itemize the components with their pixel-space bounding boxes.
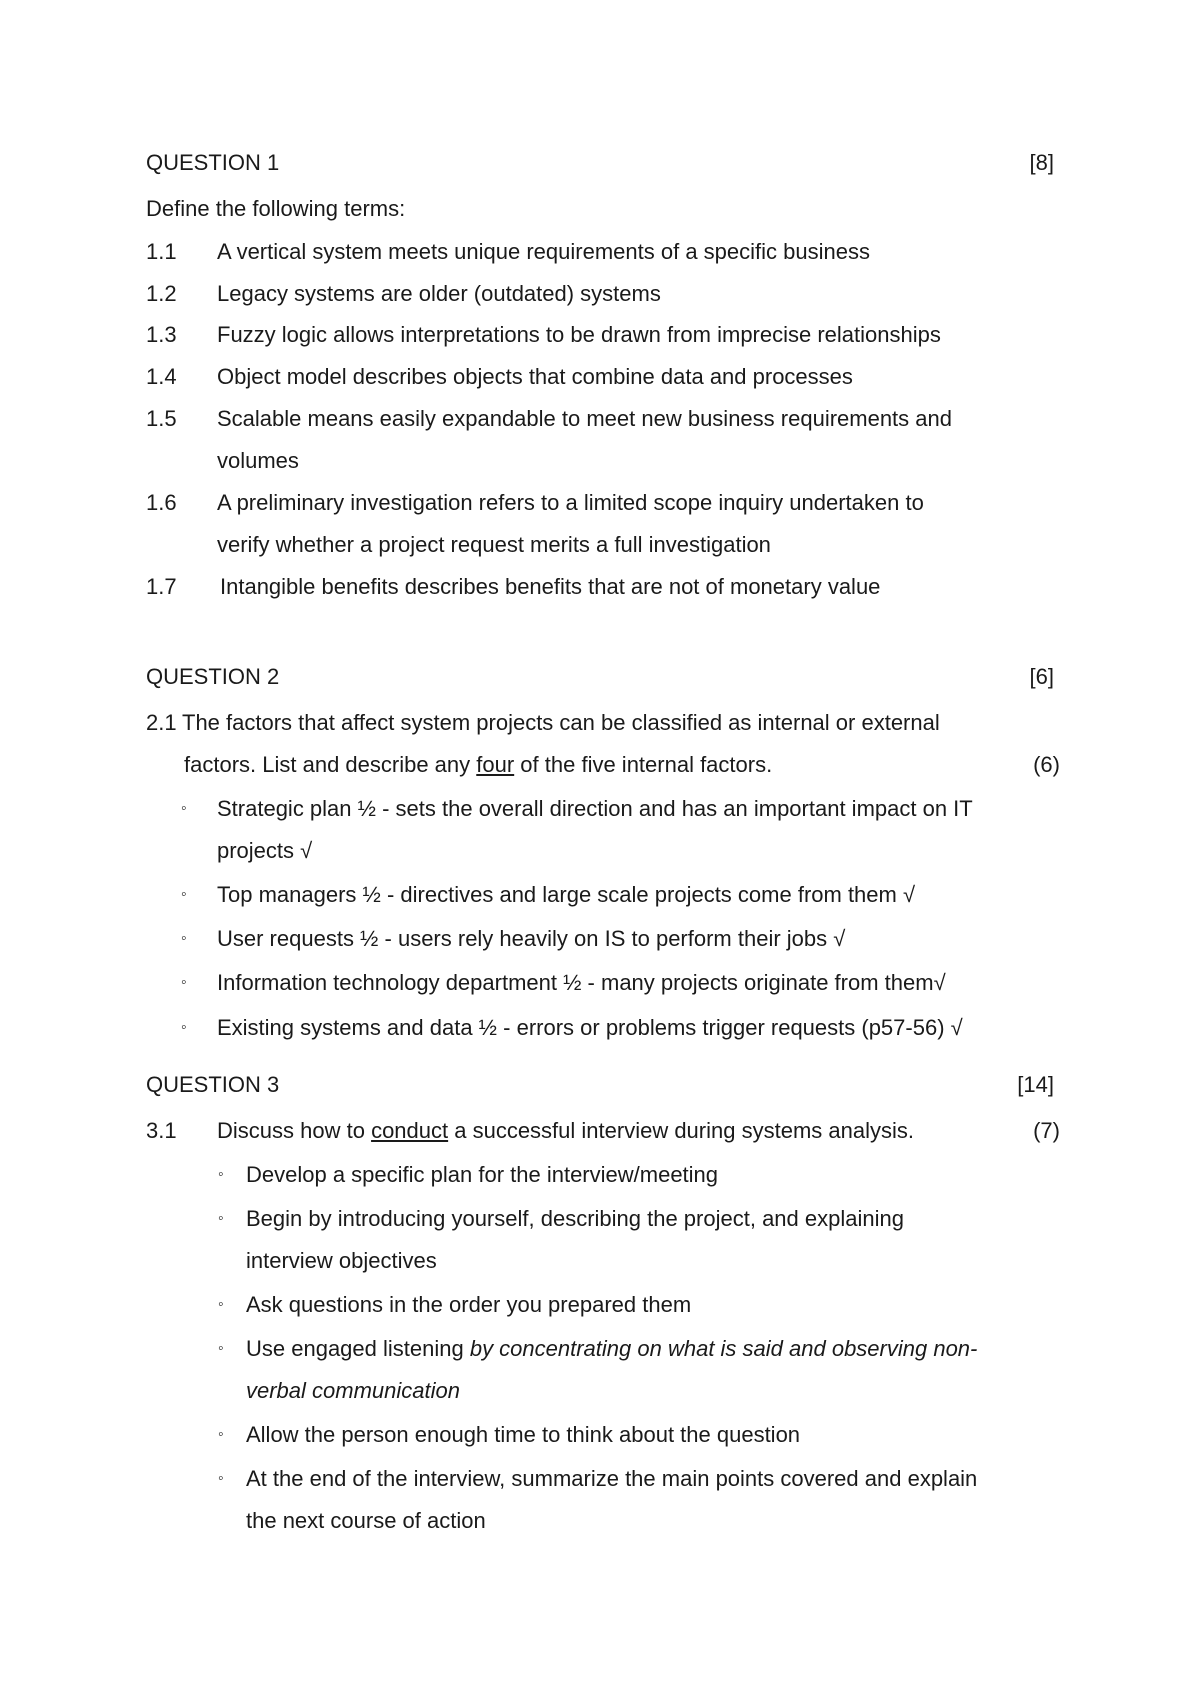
q1-item-num: 1.2 <box>146 281 177 306</box>
q1-item-text: Object model describes objects that combine data and processes <box>217 364 853 389</box>
bullet-icon: ◦ <box>218 1166 224 1183</box>
q2-sub-question-cont: factors. List and describe any four of the five internal factors. <box>184 752 773 777</box>
q2-marks: [6] <box>1029 664 1054 689</box>
q3-sub-marks: (7) <box>1033 1118 1060 1143</box>
bullet-icon: ◦ <box>218 1296 224 1313</box>
q1-item-num: 1.4 <box>146 364 177 389</box>
bullet-icon: ◦ <box>218 1426 224 1443</box>
bullet-icon: ◦ <box>181 800 187 817</box>
q1-item-text-cont: volumes <box>217 448 299 473</box>
q3-bullet-text: Develop a specific plan for the interview/meeting <box>246 1162 719 1187</box>
q1-item-text: A vertical system meets unique requirements of a specific business <box>217 239 870 264</box>
q1-title: QUESTION 1 <box>146 150 280 175</box>
q3-bullet-text: Allow the person enough time to think about the question <box>246 1422 801 1447</box>
q1-item-text: Legacy systems are older (outdated) systems <box>217 281 661 306</box>
q2-sub-num: 2.1 <box>146 710 177 735</box>
bullet-icon: ◦ <box>181 886 187 903</box>
q1-item-text-cont: verify whether a project request merits a full investigation <box>217 532 771 557</box>
q1-item-text: Fuzzy logic allows interpretations to be drawn from imprecise relationships <box>217 322 941 347</box>
bullet-icon: ◦ <box>181 1019 187 1036</box>
q1-item-num: 1.6 <box>146 490 177 515</box>
q1-item-text: Intangible benefits describes benefits that are not of monetary value <box>220 574 881 599</box>
q2-title: QUESTION 2 <box>146 664 280 689</box>
q1-intro: Define the following terms: <box>146 196 406 221</box>
q3-bullet-text-cont: verbal communication <box>246 1378 460 1403</box>
bullet-icon: ◦ <box>218 1210 224 1227</box>
q3-bullet-text: Use engaged listening by concentrating on what is said and observing non- <box>246 1336 978 1361</box>
q1-item-num: 1.5 <box>146 406 177 431</box>
emphasis-four: four <box>476 752 515 777</box>
q3-bullet-text-cont: interview objectives <box>246 1248 437 1273</box>
q3-marks: [14] <box>1017 1072 1054 1097</box>
bullet-icon: ◦ <box>181 974 187 991</box>
q2-sub-question: The factors that affect system projects can be classified as internal or external <box>182 710 940 735</box>
q1-item-num: 1.3 <box>146 322 177 347</box>
bullet-icon: ◦ <box>218 1340 224 1357</box>
q3-bullet-text: Begin by introducing yourself, describing the project, and explaining <box>246 1206 904 1231</box>
emphasis-conduct: conduct <box>371 1118 449 1143</box>
q1-item-text: Scalable means easily expandable to meet new business requirements and <box>217 406 952 431</box>
q2-bullet-text: Information technology department ½ - many projects originate from them√ <box>217 970 946 995</box>
q1-item-num: 1.7 <box>146 574 177 599</box>
q2-bullet-text-cont: projects √ <box>217 838 313 863</box>
q2-bullet-text: User requests ½ - users rely heavily on IS to perform their jobs √ <box>217 926 846 951</box>
q1-item-text: A preliminary investigation refers to a limited scope inquiry undertaken to <box>217 490 924 515</box>
q2-bullet-text: Existing systems and data ½ - errors or problems trigger requests (p57-56) √ <box>217 1015 963 1040</box>
q3-sub-num: 3.1 <box>146 1118 177 1143</box>
q3-bullet-text: Ask questions in the order you prepared them <box>246 1292 692 1317</box>
q2-bullet-text: Top managers ½ - directives and large scale projects come from them √ <box>217 882 916 907</box>
q3-sub-question: Discuss how to conduct a successful interview during systems analysis. <box>217 1118 914 1143</box>
q1-marks: [8] <box>1029 150 1054 175</box>
q3-bullet-text-cont: the next course of action <box>246 1508 486 1533</box>
q2-sub-marks: (6) <box>1033 752 1060 777</box>
q3-bullet-text: At the end of the interview, summarize the main points covered and explain <box>246 1466 978 1491</box>
q2-bullet-text: Strategic plan ½ - sets the overall direction and has an important impact on IT <box>217 796 973 821</box>
bullet-icon: ◦ <box>218 1470 224 1487</box>
q1-item-num: 1.1 <box>146 239 177 264</box>
q3-title: QUESTION 3 <box>146 1072 280 1097</box>
bullet-icon: ◦ <box>181 930 187 947</box>
